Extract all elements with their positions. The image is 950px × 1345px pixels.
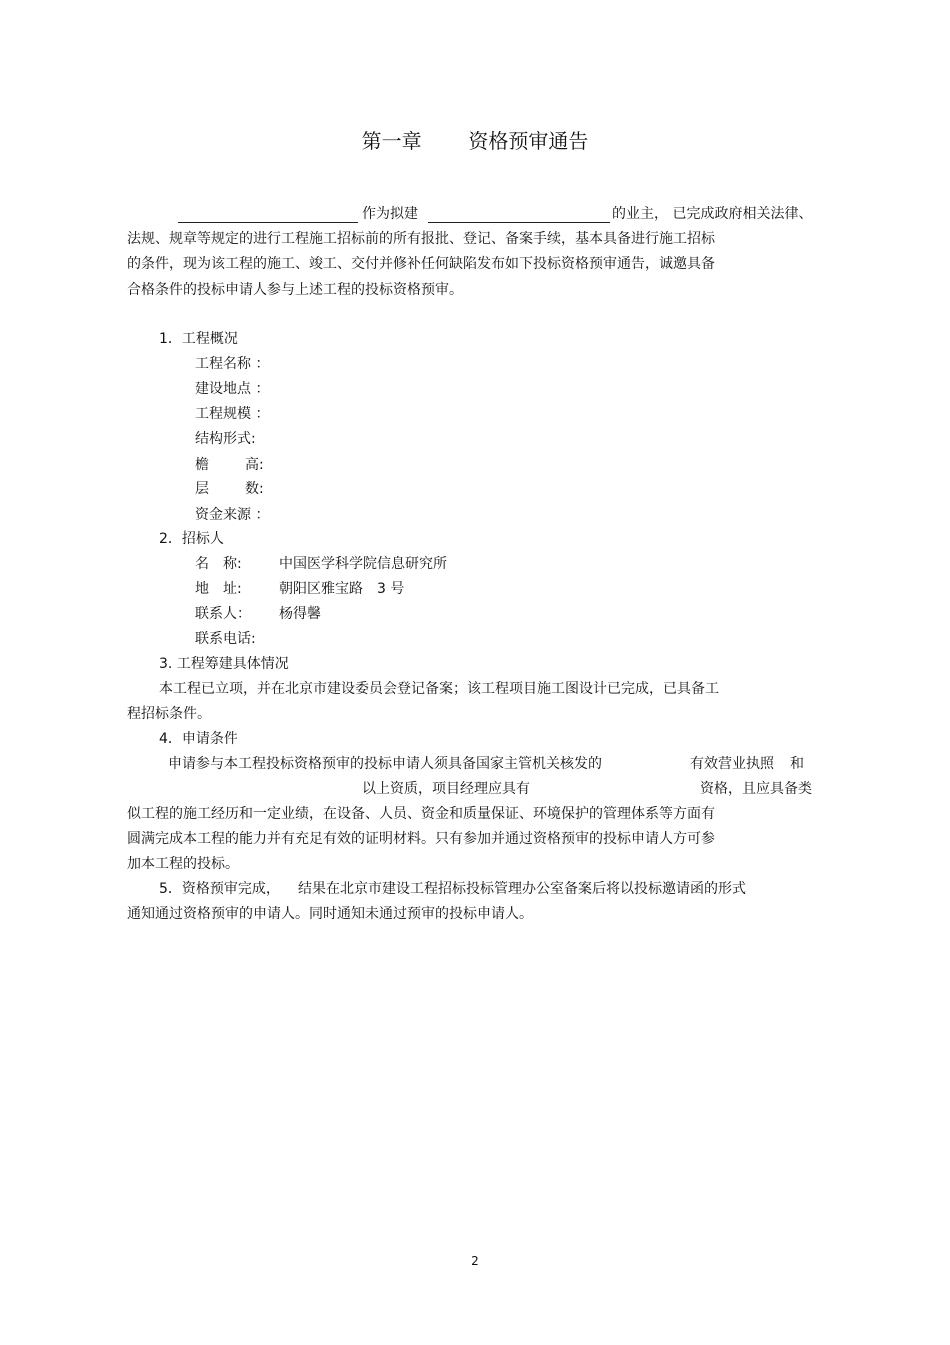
project-scale-label: 工程规模 ： <box>195 406 270 422</box>
section4-line5: 加本工程的投标。 <box>127 856 239 872</box>
tenderer-contact-value: 杨得馨 <box>279 606 321 622</box>
section3-heading: 3. 工程筹建具体情况 <box>159 656 289 672</box>
eaves-height-label-a: 檐 <box>195 457 209 473</box>
intro-line4: 合格条件的投标申请人参与上述工程的投标资格预审。 <box>127 282 463 298</box>
section4-line1b: 有效营业执照 <box>690 756 774 772</box>
section4-line1a: 申请参与本工程投标资格预审的投标申请人须具备国家主管机关核发的 <box>168 756 602 772</box>
intro-line1-mid: 作为拟建 <box>362 206 418 222</box>
floors-label-b: 数: <box>245 481 264 497</box>
intro-line3: 的条件，现为该工程的施工、竣工、交付并修补任何缺陷发布如下投标资格预审通告，诚邀具备 <box>127 256 715 272</box>
tenderer-name-value: 中国医学科学院信息研究所 <box>279 556 447 572</box>
section5-line2: 通知通过资格预审的申请人。同时通知未通过预审的投标申请人。 <box>127 906 533 922</box>
project-blank-line <box>428 222 610 223</box>
tenderer-contact-label: 联系人： <box>195 606 251 622</box>
chapter-name: 资格预审通告 <box>468 129 589 153</box>
section4-line1c: 和 <box>790 756 804 772</box>
eaves-height-label-b: 高: <box>245 457 264 473</box>
section3-line1: 本工程已立项，并在北京市建设委员会登记备案；该工程项目施工图设计已完成，已具备工 <box>159 681 719 697</box>
project-location-label: 建设地点 ： <box>195 381 270 397</box>
chapter-number: 第一章 <box>361 129 422 153</box>
tenderer-name-label: 名 称: <box>195 556 242 572</box>
section5-line1b: 结果在北京市建设工程招标投标管理办公室备案后将以投标邀请函的形式 <box>298 881 746 897</box>
funding-source-label: 资金来源 ： <box>195 507 270 523</box>
section4-line2a: 以上资质，项目经理应具有 <box>362 781 530 797</box>
section2-heading: 2．招标人 <box>159 531 224 547</box>
section3-line2: 程招标条件。 <box>127 706 211 722</box>
tenderer-address-label: 地 址: <box>195 581 242 597</box>
section5-line1a: 5．资格预审完成， <box>159 881 280 897</box>
section4-line2b: 资格，且应具备类 <box>700 781 812 797</box>
section1-heading: 1．工程概况 <box>159 331 238 347</box>
tenderer-address-value: 朝阳区雅宝路 3 号 <box>279 581 405 597</box>
floors-label-a: 层 <box>195 481 209 497</box>
page-number: 2 <box>471 1254 479 1268</box>
section4-heading: 4．申请条件 <box>159 731 238 747</box>
section4-line4: 圆满完成本工程的能力并有充足有效的证明材料。只有参加并通过资格预审的投标申请人方可参 <box>127 831 715 847</box>
intro-line1-end: 的业主， 已完成政府相关法律、 <box>612 206 813 222</box>
owner-blank-line <box>178 222 358 223</box>
tenderer-phone-label: 联系电话: <box>195 631 256 647</box>
chapter-title <box>0 128 950 154</box>
intro-line2: 法规、规章等规定的进行工程施工招标前的所有报批、登记、备案手续，基本具备进行施工招标 <box>127 231 715 247</box>
project-name-label: 工程名称 ： <box>195 356 270 372</box>
structure-form-label: 结构形式: <box>195 431 256 447</box>
section4-line3: 似工程的施工经历和一定业绩，在设备、人员、资金和质量保证、环境保护的管理体系等方面有 <box>127 806 715 822</box>
